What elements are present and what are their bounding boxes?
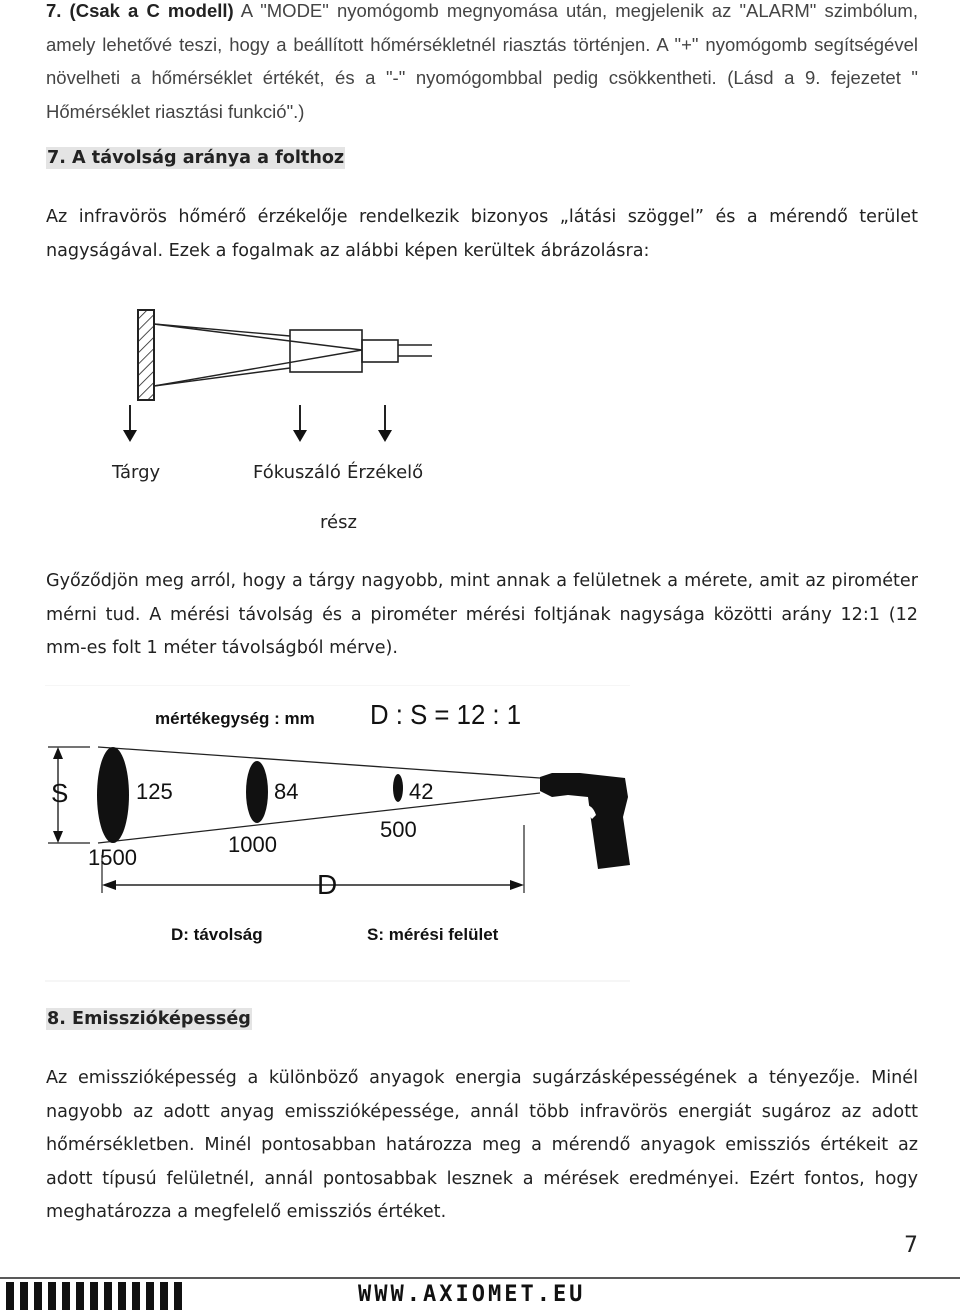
sensor-box [362, 340, 398, 362]
s-label: S [51, 778, 69, 808]
intro-text: A "MODE" nyomógomb megnyomása után, megjelenik az "ALARM" szimbólum, amely lehetővé teszi, hogy a beállított hőmérsékletnél riasztás történjen. A "+" nyomógomb segítségével növelheti a hőmérséklet értékét, és a "-" nyomógombbal pedig csökkentheti. (Lásd a 9. fejezetet " Hőmérséklet riasztási funkció".) [46, 0, 918, 122]
spot-value-1500: 125 [136, 779, 173, 804]
intro-number: 7. [46, 0, 62, 21]
spot-value-1000: 84 [274, 779, 299, 804]
label-fokuszalo: Fókuszáló [253, 462, 341, 483]
label-targy: Tárgy [112, 462, 161, 483]
optics-diagram [100, 300, 460, 450]
unit-label: mértékegység : mm [155, 709, 315, 728]
page-number: 7 [904, 1233, 918, 1258]
spot-1000 [246, 761, 268, 823]
distance-value-1500: 1500 [88, 845, 137, 870]
section-7-paragraph-2: Győződjön meg arról, hogy a tárgy nagyobb, mint annak a felületnek a mérete, amit az pirométer mérni tud. A mérési távolság és a pirométer mérési foltjának nagysága közötti arány 12:1 (12 mm-es folt 1 méter távolságból mérve). [46, 571, 918, 658]
legend-s: S: mérési felület [367, 925, 499, 944]
section-7-paragraph-1: Az infravörös hőmérő érzékelője rendelkezik bizonyos „látási szöggel” és a mérendő terület nagyságával. Ezek a fogalmak az alábbi képen kerültek ábrázolásra: [46, 207, 918, 261]
legend-d: D: távolság [171, 925, 263, 944]
intro-label: (Csak a C modell) [69, 0, 234, 21]
label-erzekelo: Érzékelő [347, 462, 424, 483]
spot-500 [393, 774, 403, 802]
distance-value-1000: 1000 [228, 832, 277, 857]
ds-ratio-graphic [40, 685, 635, 983]
target-hatched [138, 310, 154, 400]
distance-to-spot-figure [40, 685, 635, 983]
arrow-sensor [378, 430, 392, 442]
focusing-lens-box [290, 330, 362, 372]
spot-1500 [97, 747, 129, 843]
arrow-target [123, 430, 137, 442]
intro-paragraph [46, 0, 918, 128]
section-7-heading: 7. A távolság aránya a folthoz [47, 148, 345, 168]
footer-url[interactable]: WWW.AXIOMET.EU [358, 1282, 586, 1307]
label-resz: rész [320, 512, 357, 533]
section-8-heading: 8. Emisszióképesség [47, 1009, 251, 1029]
pyrometer-icon [540, 773, 630, 869]
spot-value-500: 42 [409, 779, 434, 804]
arrow-lens [293, 430, 307, 442]
distance-value-500: 500 [380, 817, 417, 842]
section-8-paragraph: Az emisszióképesség a különböző anyagok energia sugárzásképességének a tényezője. Minél nagyobb az adott anyag emisszióképessége, annál több infravörös energiát sugároz az adott hőmérsékletben. Minél pontosabban határozza meg a mérendő anyagok emissziós értékeit az adott típusú felületnél, annál pontosabbak lesznek a mérések eredményei. Ezért fontos, hogy meghatározza a megfelelő emissziós értéket. [46, 1068, 918, 1222]
ratio-label: D : S = 12 : 1 [370, 699, 522, 730]
d-label: D [317, 869, 338, 900]
